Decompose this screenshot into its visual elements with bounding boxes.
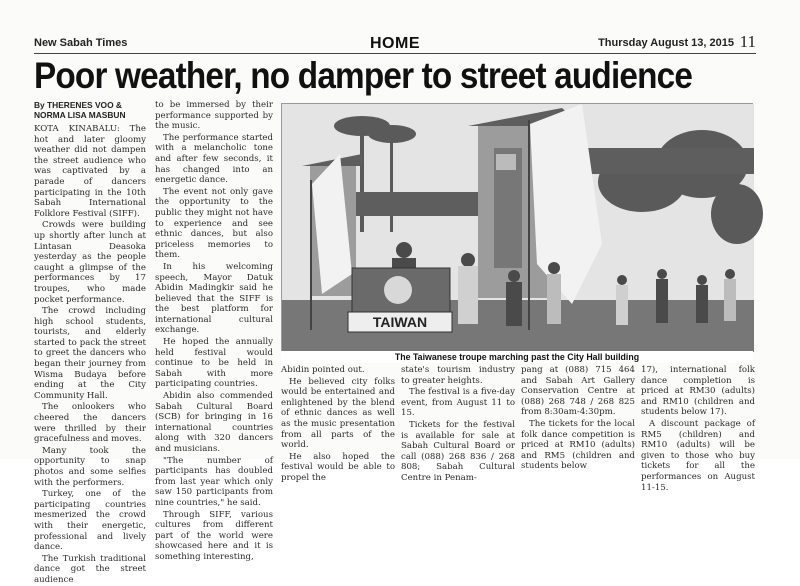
paragraph: Through SIFF, various cultures from different part of the world were showcased here and it is something interesting, <box>155 509 273 562</box>
paragraph: state's tourism industry to greater heights. <box>401 365 515 386</box>
paragraph: Turkey, one of the participating countries mesmerized the crowd with their energetic, professional and lively dance. <box>34 489 146 553</box>
paragraph: In his welcoming speech, Mayor Datuk Abidin Madingkir said he believed that the SIFF is the best platform for international cultural exchange. <box>155 261 273 336</box>
paragraph: 17), international folk dance completion is priced at RM30 (adults) and RM10 (children and students below 17). <box>641 365 755 418</box>
banner-text: TAIWAN <box>372 314 428 330</box>
paragraph: "The number of participants has doubled from last year which only saw 150 participants from nine countries," he said. <box>155 455 273 508</box>
paragraph: He hoped the annually held festival would continue to be held in Sabah with more participating countries. <box>155 337 273 390</box>
article-column-6 <box>641 365 755 493</box>
paragraph: The onlookers who cheered the dancers were thrilled by their gracefulness and moves. <box>34 402 146 445</box>
news-photo <box>281 103 753 351</box>
paragraph: The event not only gave the opportunity to the public they might not have to experience and see ethnic dances, but also priceless memories to them. <box>155 186 273 261</box>
issue-date: Thursday August 13, 2015 <box>598 37 734 49</box>
taiwan-banner <box>348 268 452 332</box>
paragraph: The tickets for the local folk dance competition is priced at RM10 (adults) and RM5 (children and students below <box>521 418 635 472</box>
masthead <box>34 34 756 54</box>
paragraph: Many took the opportunity to snap photos and some selfies with the performers. <box>34 445 146 488</box>
section-name: HOME <box>370 35 420 52</box>
parade-photo-illustration <box>282 104 754 352</box>
byline <box>34 100 150 120</box>
article-column-4 <box>401 365 515 483</box>
paragraph: KOTA KINABALU: The hot and later gloomy weather did not dampen the street audience who was captivated by a parade of dancers participating in the 10th Sabah International Folklore Festival (SIFF). <box>34 124 146 219</box>
paragraph: Abidin pointed out. <box>281 365 365 375</box>
headline: Poor weather, no damper to street audience <box>34 55 693 96</box>
paragraph: The festival is a five-day event, from August 11 to 15. <box>401 387 515 419</box>
paper-name: New Sabah Times <box>34 37 128 49</box>
paragraph: He believed city folks would be entertained and enlightened by the blend of ethnic dances as well as the music presentation from all parts of the world. <box>281 376 395 451</box>
article-column-1 <box>34 124 146 585</box>
page-number: 11 <box>739 32 756 51</box>
paragraph: Tickets for the festival is available for sale at Sabah Cultural Board or call (088) 268 836 / 268 808; Sabah Cultural Centre in Penam- <box>401 419 515 483</box>
paragraph: Crowds were building up shortly after lunch at Lintasan Deasoka yesterday as the people caught a glimpse of the performances by 17 troupes, who made pocket performance. <box>34 220 146 305</box>
article-column-2 <box>155 100 273 562</box>
paragraph: pang at (088) 715 464 and Sabah Art Gallery Conservation Centre at (088) 268 748 / 268 825 from 8:30am-4:30pm. <box>521 365 635 418</box>
article-column-5 <box>521 365 635 472</box>
paragraph: The Turkish traditional dance got the street audience <box>34 553 146 585</box>
paragraph: Abidin also commended Sabah Cultural Board (SCB) for bringing in 16 international countries along with 320 dancers and musicians. <box>155 391 273 454</box>
byline-author-1: By THERENES VOO & <box>34 100 122 110</box>
paragraph: to be immersed by their performance supported by the music. <box>155 100 273 132</box>
paragraph: A discount package of RM5 (children) and RM10 (adults) will be given to those who buy tickets for all the performances on August 11-15. <box>641 418 755 493</box>
photo-caption: The Taiwanese troupe marching past the City Hall building <box>281 351 753 363</box>
paragraph: The performance started with a melancholic tone and after few seconds, it has changed into an energetic dance. <box>155 132 273 186</box>
paragraph: The crowd including high school students, tourists, and elderly started to pack the street to greet the dancers who began their journey from Wisma Budaya before ending at the City Community Hall. <box>34 306 146 401</box>
article-column-3 <box>281 365 395 483</box>
paragraph: He also hoped the festival would be able to propel the <box>281 451 395 483</box>
byline-author-2: NORMA LISA MASBUN <box>34 110 126 120</box>
